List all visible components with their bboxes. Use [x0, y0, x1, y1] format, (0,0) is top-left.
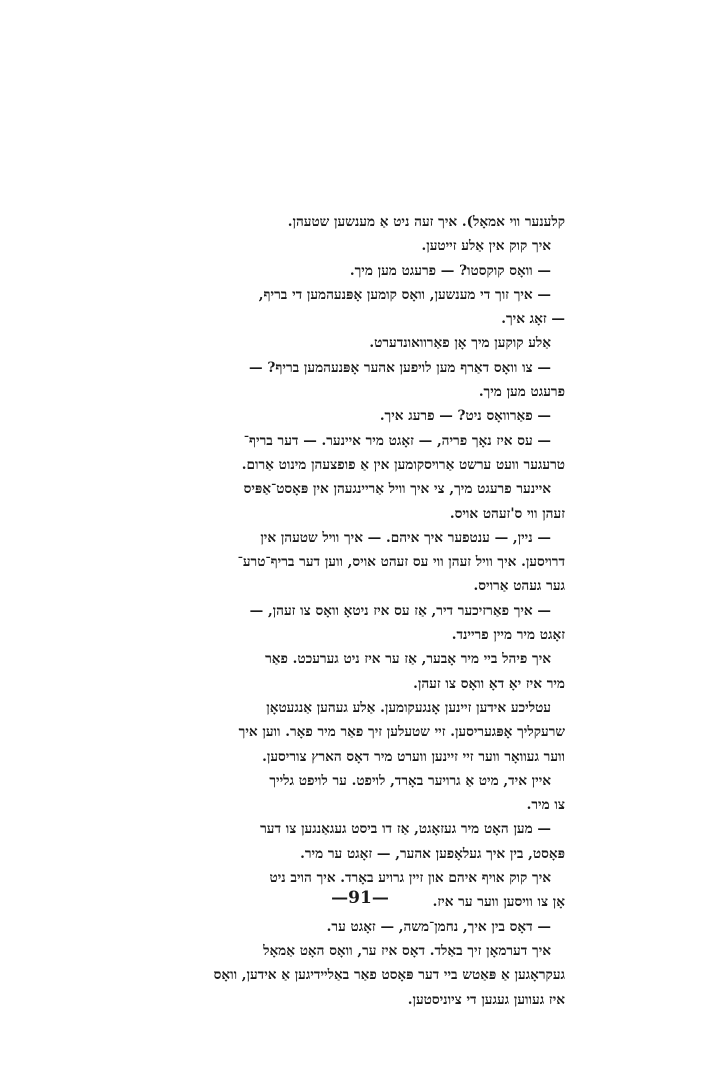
text-line: — דאָס בין איך, נחמן־משה, — זאָגט ער.: [326, 918, 551, 935]
text-line: איך פיהל ביי מיר אָבער, אַז ער איז ניט גערעכט. פאַר: [265, 651, 551, 668]
text-line: גער געהט אַרויס.: [473, 578, 565, 595]
text-line: עטליכע אידען זיינען אָנגעקומען. אַלע געהען אַנגעטאָן: [266, 699, 551, 716]
text-line: — זאָג איך.: [501, 311, 565, 328]
text-line: געקראָגען אַ פּאַטש ביי דער פּאָסט פאַר באַליידיגען אַ אידען, וואָס: [213, 967, 565, 984]
text-line: זעהן ווי ס'זעהט אויס.: [449, 505, 565, 522]
text-line: מיר איז יאָ דאָ וואָס צו זעהן.: [413, 675, 565, 692]
text-line: איך קוק אויף איהם און זיין גרויע באָרד. איך הויב ניט: [269, 870, 551, 887]
text-line: אַלע קוקען מיך אָן פאַרוואונדערט.: [369, 335, 551, 352]
text-line: — צו וואָס דאַרף מען לויפען אהער אָפּנעהמען בריף? —: [249, 359, 551, 376]
text-line: זאָגט מיר מיין פריינד.: [451, 627, 565, 644]
text-line: אָן צו וויסען ווער ער איז.: [432, 894, 565, 911]
text-line: דרויסען. איך וויל זעהן ווי עס זעהט אויס, ווען דער בריף־טרע־: [237, 554, 565, 571]
text-line: איינער פרעגט מיך, צי איך וויל אַריינגעהן אין פּאָסט־אַפּיס: [243, 481, 551, 498]
text-line: צו מיר.: [526, 797, 565, 814]
text-line: טרעגער וועט ערשט אַרויסקומען אין אַ פופצעהן מינוט אַרום.: [241, 456, 565, 473]
text-line: איך דערמאָן זיך באַלד. דאָס איז ער, וואָס האָט אַמאָל: [263, 942, 551, 959]
text-line: איין איד, מיט אַ גרויער באָרד, לויפט. ער לויפט גלייך: [269, 772, 551, 789]
text-line: — עס איז נאָך פריה, — זאָגט מיר איינער. — דער בריף־: [243, 432, 551, 449]
text-line: פּאָסט, בין איך געלאָפען אהער, — זאָגט ער מיר.: [300, 845, 565, 862]
text-line: ווער געוואָר ווער זיי זיינען ווערט מיר דאָס הארץ צוריסען.: [262, 748, 565, 765]
text-line: — פאַרוואָס ניט? — פרעג איך.: [379, 408, 551, 425]
text-line: קלענער ווי אמאָל). איך זעה ניט אַ מענשען שטעהן.: [287, 214, 565, 230]
text-line: — איך זוך די מענשען, וואָס קומען אָפּנעהמען די בריף,: [258, 286, 551, 303]
text-line: — ניין, — ענטפער איך איהם. — איך וויל שטעהן אין: [260, 529, 551, 546]
text-line: — וואָס קוקסטו? — פרעגט מען מיך.: [349, 262, 551, 279]
text-line: איז געווען געגען די ציוניסטען.: [407, 991, 565, 1008]
text-line: — מען האָט מיר געזאָגט, אַז דו ביסט געגאַנגען צו דער: [260, 821, 551, 838]
page-number: —91—: [331, 888, 389, 908]
text-line: שרעקליך אָפּגעריסען. זיי שטעלען זיך פאַר מיר פאָר. ווען איך: [238, 724, 565, 741]
text-line: פרעגט מען מיך.: [478, 384, 565, 401]
text-line: — איך פאַרזיכער דיר, אַז עס איז ניטאָ וואָס צו זעהן, —: [249, 602, 551, 619]
text-line: איך קוק אין אַלע זייטען.: [421, 238, 551, 255]
